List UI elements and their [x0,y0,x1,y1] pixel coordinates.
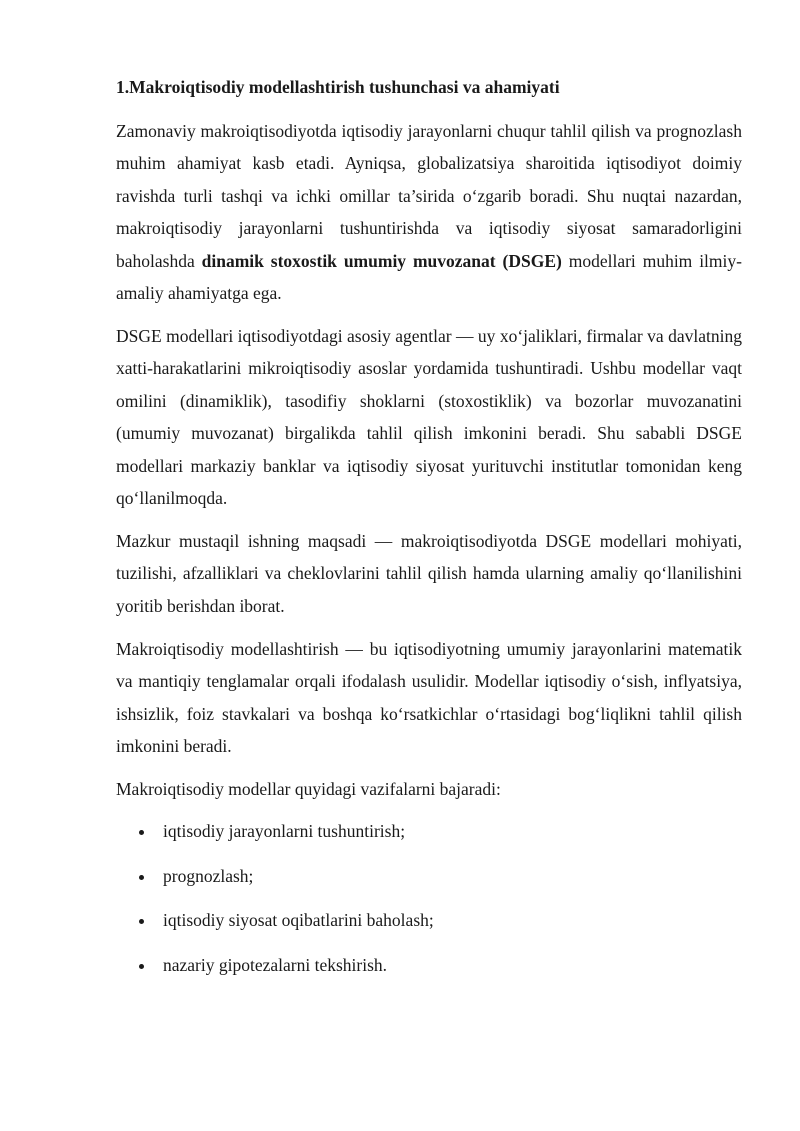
bullet-icon [139,830,144,835]
bullet-icon [139,964,144,969]
section-heading: 1.Makroiqtisodiy modellashtirish tushunchasi va ahamiyati [116,77,560,97]
list-item-text: iqtisodiy jarayonlarni tushuntirish; [163,821,406,841]
paragraph-intro-tail: modellari muhim ilmiy-amaliy ahamiyatga ega. [116,250,742,304]
functions-list [116,815,742,993]
list-item [116,949,742,994]
list-item [116,904,742,949]
paragraph-functions-intro: Makroiqtisodiy modellar quyidagi vazifalarni bajaradi: [116,779,501,799]
paragraph-intro [116,115,742,309]
paragraph-definition: Makroiqtisodiy modellashtirish — bu iqtisodiyotning umumiy jarayonlarini matematik va mantiqiy tenglamalar orqali ifodalash usulidir. Modellar iqtisodiy oʻsish, inflyatsiya, ishsizlik, foiz stavkalari va boshqa koʻrsatkichlar oʻrtasidagi bogʻliqlikni tahlil qilish imkonini beradi. [116,639,742,757]
list-item [116,860,742,905]
paragraph-intro-text: Zamonaviy makroiqtisodiyotda iqtisodiy jarayonlarni chuqur tahlil qilish va prognozlash muhim ahamiyat kasb etadi. Ayniqsa, globalizatsiya sharoitida iqtisodiyot doimiy ravishda turli tashqi va ichki omillar ta’sirida oʻzgarib boradi. Shu nuqtai nazardan, makroiqtisodiy jarayonlarni tushuntirishda va iqtisodiy siyosat samaradorligini baholashda [116,121,742,271]
list-item-text: iqtisodiy siyosat oqibatlarini baholash; [163,910,434,930]
bullet-icon [139,919,144,924]
paragraph-purpose: Mazkur mustaqil ishning maqsadi — makroiqtisodiyotda DSGE modellari mohiyati, tuzilishi, afzalliklari va cheklovlarini tahlil qilish hamda ularning amaliy qoʻllanilishini yoritib berishdan iborat. [116,531,742,616]
paragraph-intro-bold-term: dinamik stoxostik umumiy muvozanat (DSGE) [201,250,562,271]
list-item [116,815,742,860]
paragraph-dsge-description: DSGE modellari iqtisodiyotdagi asosiy agentlar — uy xoʻjaliklari, firmalar va davlatning xatti-harakatlarini mikroiqtisodiy asoslar yordamida tushuntiradi. Ushbu modellar vaqt omilini (dinamiklik), tasodifiy shoklarni (stoxostiklik) va bozorlar muvozanatini (umumiy muvozanat) birgalikda tahlil qilish imkonini beradi. Shu sababli DSGE modellari markaziy banklar va iqtisodiy siyosat yurituvchi institutlar tomonidan keng qoʻllanilmoqda. [116,326,742,509]
list-item-text: prognozlash; [163,865,254,886]
bullet-icon [139,875,144,880]
list-item-text: nazariy gipotezalarni tekshirish. [163,954,388,975]
